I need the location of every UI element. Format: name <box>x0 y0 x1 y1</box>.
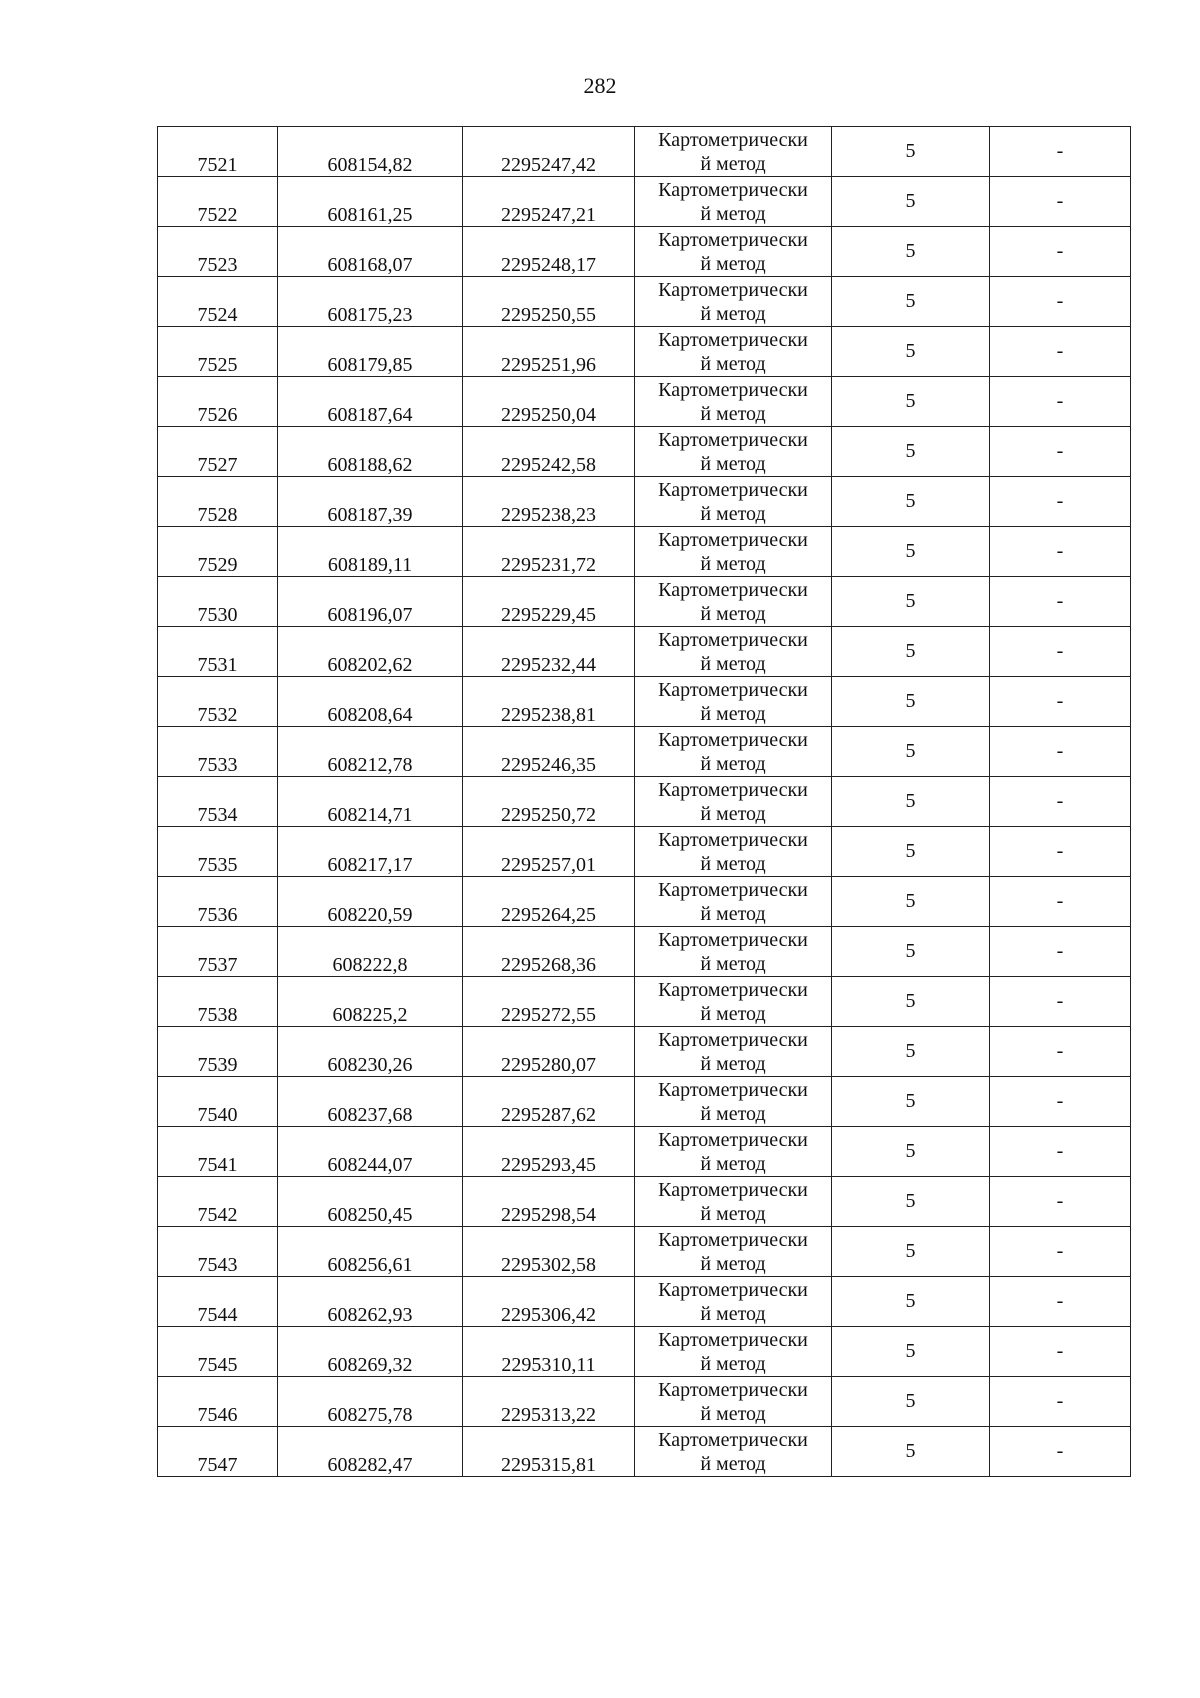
x-coordinate-cell: 608187,39 <box>278 477 463 527</box>
point-number-cell: 7544 <box>158 1277 278 1327</box>
point-number-cell: 7523 <box>158 227 278 277</box>
point-number-cell: 7529 <box>158 527 278 577</box>
method-line-1: Картометрически <box>658 1228 808 1251</box>
method-line-2: й метод <box>700 1052 766 1075</box>
x-coordinate-cell: 608220,59 <box>278 877 463 927</box>
note-cell: - <box>990 277 1131 327</box>
method-line-2: й метод <box>700 852 766 875</box>
method-cell <box>635 277 832 327</box>
method-line-1: Картометрически <box>658 428 808 451</box>
table-body <box>158 127 1131 1477</box>
y-coordinate-cell: 2295287,62 <box>463 1077 635 1127</box>
x-coordinate-cell: 608214,71 <box>278 777 463 827</box>
method-line-2: й метод <box>700 1202 766 1225</box>
method-line-2: й метод <box>700 352 766 375</box>
x-coordinate-cell: 608196,07 <box>278 577 463 627</box>
note-cell: - <box>990 927 1131 977</box>
y-coordinate-cell: 2295272,55 <box>463 977 635 1027</box>
method-cell <box>635 627 832 677</box>
point-number-cell: 7532 <box>158 677 278 727</box>
method-line-1: Картометрически <box>658 328 808 351</box>
note-cell: - <box>990 727 1131 777</box>
method-cell <box>635 1427 832 1477</box>
y-coordinate-cell: 2295242,58 <box>463 427 635 477</box>
point-number-cell: 7537 <box>158 927 278 977</box>
accuracy-cell: 5 <box>832 1427 990 1477</box>
x-coordinate-cell: 608217,17 <box>278 827 463 877</box>
method-line-1: Картометрически <box>658 528 808 551</box>
method-cell <box>635 1177 832 1227</box>
method-cell <box>635 1377 832 1427</box>
method-cell <box>635 727 832 777</box>
point-number-cell: 7528 <box>158 477 278 527</box>
method-line-1: Картометрически <box>658 928 808 951</box>
table-row <box>158 1377 1131 1427</box>
method-line-1: Картометрически <box>658 178 808 201</box>
y-coordinate-cell: 2295302,58 <box>463 1227 635 1277</box>
y-coordinate-cell: 2295264,25 <box>463 877 635 927</box>
point-number-cell: 7526 <box>158 377 278 427</box>
accuracy-cell: 5 <box>832 977 990 1027</box>
method-line-2: й метод <box>700 752 766 775</box>
note-cell: - <box>990 1427 1131 1477</box>
accuracy-cell: 5 <box>832 177 990 227</box>
y-coordinate-cell: 2295238,23 <box>463 477 635 527</box>
note-cell: - <box>990 1177 1131 1227</box>
point-number-cell: 7522 <box>158 177 278 227</box>
method-cell <box>635 927 832 977</box>
method-cell <box>635 1127 832 1177</box>
table-row <box>158 1077 1131 1127</box>
method-cell <box>635 1327 832 1377</box>
method-line-2: й метод <box>700 402 766 425</box>
note-cell: - <box>990 777 1131 827</box>
method-line-1: Картометрически <box>658 1128 808 1151</box>
y-coordinate-cell: 2295293,45 <box>463 1127 635 1177</box>
y-coordinate-cell: 2295232,44 <box>463 627 635 677</box>
accuracy-cell: 5 <box>832 577 990 627</box>
method-cell <box>635 677 832 727</box>
table-row <box>158 327 1131 377</box>
x-coordinate-cell: 608212,78 <box>278 727 463 777</box>
method-line-1: Картометрически <box>658 1078 808 1101</box>
y-coordinate-cell: 2295280,07 <box>463 1027 635 1077</box>
x-coordinate-cell: 608244,07 <box>278 1127 463 1177</box>
table-row <box>158 827 1131 877</box>
method-cell <box>635 427 832 477</box>
table-row <box>158 1227 1131 1277</box>
x-coordinate-cell: 608222,8 <box>278 927 463 977</box>
method-cell <box>635 177 832 227</box>
point-number-cell: 7535 <box>158 827 278 877</box>
note-cell: - <box>990 877 1131 927</box>
accuracy-cell: 5 <box>832 777 990 827</box>
table-row <box>158 1177 1131 1227</box>
method-line-2: й метод <box>700 552 766 575</box>
point-number-cell: 7530 <box>158 577 278 627</box>
method-line-1: Картометрически <box>658 878 808 901</box>
method-cell <box>635 1277 832 1327</box>
note-cell: - <box>990 227 1131 277</box>
table-row <box>158 627 1131 677</box>
note-cell: - <box>990 1277 1131 1327</box>
accuracy-cell: 5 <box>832 927 990 977</box>
x-coordinate-cell: 608237,68 <box>278 1077 463 1127</box>
table-row <box>158 227 1131 277</box>
point-number-cell: 7540 <box>158 1077 278 1127</box>
method-cell <box>635 227 832 277</box>
y-coordinate-cell: 2295247,42 <box>463 127 635 177</box>
accuracy-cell: 5 <box>832 1327 990 1377</box>
accuracy-cell: 5 <box>832 127 990 177</box>
point-number-cell: 7531 <box>158 627 278 677</box>
method-cell <box>635 1027 832 1077</box>
point-number-cell: 7541 <box>158 1127 278 1177</box>
accuracy-cell: 5 <box>832 1027 990 1077</box>
accuracy-cell: 5 <box>832 827 990 877</box>
accuracy-cell: 5 <box>832 377 990 427</box>
y-coordinate-cell: 2295250,04 <box>463 377 635 427</box>
method-line-2: й метод <box>700 802 766 825</box>
x-coordinate-cell: 608154,82 <box>278 127 463 177</box>
x-coordinate-cell: 608208,64 <box>278 677 463 727</box>
coordinates-table <box>157 126 1131 1477</box>
method-line-1: Картометрически <box>658 378 808 401</box>
point-number-cell: 7538 <box>158 977 278 1027</box>
point-number-cell: 7521 <box>158 127 278 177</box>
note-cell: - <box>990 977 1131 1027</box>
note-cell: - <box>990 527 1131 577</box>
method-line-1: Картометрически <box>658 678 808 701</box>
method-cell <box>635 877 832 927</box>
note-cell: - <box>990 427 1131 477</box>
method-line-1: Картометрически <box>658 478 808 501</box>
accuracy-cell: 5 <box>832 477 990 527</box>
method-line-2: й метод <box>700 252 766 275</box>
x-coordinate-cell: 608225,2 <box>278 977 463 1027</box>
y-coordinate-cell: 2295229,45 <box>463 577 635 627</box>
method-line-2: й метод <box>700 1002 766 1025</box>
y-coordinate-cell: 2295313,22 <box>463 1377 635 1427</box>
method-cell <box>635 377 832 427</box>
method-cell <box>635 327 832 377</box>
x-coordinate-cell: 608187,64 <box>278 377 463 427</box>
method-line-2: й метод <box>700 1252 766 1275</box>
table-row <box>158 1027 1131 1077</box>
method-line-2: й метод <box>700 202 766 225</box>
note-cell: - <box>990 1027 1131 1077</box>
note-cell: - <box>990 127 1131 177</box>
accuracy-cell: 5 <box>832 227 990 277</box>
x-coordinate-cell: 608256,61 <box>278 1227 463 1277</box>
table-row <box>158 127 1131 177</box>
x-coordinate-cell: 608168,07 <box>278 227 463 277</box>
method-line-2: й метод <box>700 1352 766 1375</box>
method-line-1: Картометрически <box>658 978 808 1001</box>
x-coordinate-cell: 608179,85 <box>278 327 463 377</box>
y-coordinate-cell: 2295231,72 <box>463 527 635 577</box>
point-number-cell: 7547 <box>158 1427 278 1477</box>
note-cell: - <box>990 477 1131 527</box>
x-coordinate-cell: 608189,11 <box>278 527 463 577</box>
accuracy-cell: 5 <box>832 1377 990 1427</box>
method-cell <box>635 977 832 1027</box>
method-line-1: Картометрически <box>658 1028 808 1051</box>
accuracy-cell: 5 <box>832 427 990 477</box>
y-coordinate-cell: 2295238,81 <box>463 677 635 727</box>
accuracy-cell: 5 <box>832 1127 990 1177</box>
x-coordinate-cell: 608230,26 <box>278 1027 463 1077</box>
note-cell: - <box>990 327 1131 377</box>
method-line-2: й метод <box>700 152 766 175</box>
note-cell: - <box>990 627 1131 677</box>
point-number-cell: 7539 <box>158 1027 278 1077</box>
table-row <box>158 727 1131 777</box>
method-line-1: Картометрически <box>658 228 808 251</box>
method-line-1: Картометрически <box>658 628 808 651</box>
table-row <box>158 977 1131 1027</box>
method-line-2: й метод <box>700 302 766 325</box>
method-cell <box>635 577 832 627</box>
accuracy-cell: 5 <box>832 677 990 727</box>
y-coordinate-cell: 2295306,42 <box>463 1277 635 1327</box>
y-coordinate-cell: 2295310,11 <box>463 1327 635 1377</box>
table-row <box>158 427 1131 477</box>
y-coordinate-cell: 2295315,81 <box>463 1427 635 1477</box>
method-line-2: й метод <box>700 1102 766 1125</box>
note-cell: - <box>990 1127 1131 1177</box>
x-coordinate-cell: 608175,23 <box>278 277 463 327</box>
y-coordinate-cell: 2295251,96 <box>463 327 635 377</box>
y-coordinate-cell: 2295268,36 <box>463 927 635 977</box>
method-line-2: й метод <box>700 702 766 725</box>
method-line-1: Картометрически <box>658 728 808 751</box>
method-line-1: Картометрически <box>658 278 808 301</box>
note-cell: - <box>990 1227 1131 1277</box>
method-line-1: Картометрически <box>658 828 808 851</box>
accuracy-cell: 5 <box>832 1077 990 1127</box>
table-row <box>158 677 1131 727</box>
method-line-1: Картометрически <box>658 1278 808 1301</box>
note-cell: - <box>990 677 1131 727</box>
table-row <box>158 1127 1131 1177</box>
method-line-1: Картометрически <box>658 1328 808 1351</box>
accuracy-cell: 5 <box>832 627 990 677</box>
point-number-cell: 7542 <box>158 1177 278 1227</box>
method-cell <box>635 777 832 827</box>
method-line-2: й метод <box>700 1452 766 1475</box>
accuracy-cell: 5 <box>832 277 990 327</box>
y-coordinate-cell: 2295250,72 <box>463 777 635 827</box>
method-line-1: Картометрически <box>658 1428 808 1451</box>
point-number-cell: 7546 <box>158 1377 278 1427</box>
table-row <box>158 477 1131 527</box>
table-row <box>158 527 1131 577</box>
method-cell <box>635 1227 832 1277</box>
point-number-cell: 7534 <box>158 777 278 827</box>
method-line-2: й метод <box>700 452 766 475</box>
method-line-1: Картометрически <box>658 1378 808 1401</box>
note-cell: - <box>990 1327 1131 1377</box>
note-cell: - <box>990 827 1131 877</box>
point-number-cell: 7543 <box>158 1227 278 1277</box>
note-cell: - <box>990 1077 1131 1127</box>
accuracy-cell: 5 <box>832 727 990 777</box>
method-line-2: й метод <box>700 652 766 675</box>
accuracy-cell: 5 <box>832 1277 990 1327</box>
method-line-1: Картометрически <box>658 128 808 151</box>
accuracy-cell: 5 <box>832 877 990 927</box>
table-row <box>158 1277 1131 1327</box>
table-row <box>158 377 1131 427</box>
point-number-cell: 7536 <box>158 877 278 927</box>
table-row <box>158 927 1131 977</box>
point-number-cell: 7533 <box>158 727 278 777</box>
table-row <box>158 877 1131 927</box>
y-coordinate-cell: 2295247,21 <box>463 177 635 227</box>
method-line-2: й метод <box>700 952 766 975</box>
method-line-1: Картометрически <box>658 778 808 801</box>
x-coordinate-cell: 608269,32 <box>278 1327 463 1377</box>
method-cell <box>635 1077 832 1127</box>
y-coordinate-cell: 2295246,35 <box>463 727 635 777</box>
x-coordinate-cell: 608202,62 <box>278 627 463 677</box>
table-row <box>158 277 1131 327</box>
x-coordinate-cell: 608275,78 <box>278 1377 463 1427</box>
method-line-1: Картометрически <box>658 578 808 601</box>
point-number-cell: 7527 <box>158 427 278 477</box>
y-coordinate-cell: 2295298,54 <box>463 1177 635 1227</box>
note-cell: - <box>990 177 1131 227</box>
table-row <box>158 177 1131 227</box>
method-cell <box>635 477 832 527</box>
table-row <box>158 577 1131 627</box>
x-coordinate-cell: 608161,25 <box>278 177 463 227</box>
method-line-2: й метод <box>700 602 766 625</box>
y-coordinate-cell: 2295250,55 <box>463 277 635 327</box>
table-row <box>158 1327 1131 1377</box>
note-cell: - <box>990 1377 1131 1427</box>
accuracy-cell: 5 <box>832 327 990 377</box>
table-row <box>158 777 1131 827</box>
method-line-2: й метод <box>700 502 766 525</box>
x-coordinate-cell: 608262,93 <box>278 1277 463 1327</box>
x-coordinate-cell: 608188,62 <box>278 427 463 477</box>
page-number: 282 <box>583 73 617 98</box>
method-line-1: Картометрически <box>658 1178 808 1201</box>
table-row <box>158 1427 1131 1477</box>
method-line-2: й метод <box>700 902 766 925</box>
accuracy-cell: 5 <box>832 1177 990 1227</box>
method-line-2: й метод <box>700 1152 766 1175</box>
y-coordinate-cell: 2295257,01 <box>463 827 635 877</box>
accuracy-cell: 5 <box>832 527 990 577</box>
point-number-cell: 7545 <box>158 1327 278 1377</box>
note-cell: - <box>990 577 1131 627</box>
point-number-cell: 7525 <box>158 327 278 377</box>
x-coordinate-cell: 608250,45 <box>278 1177 463 1227</box>
y-coordinate-cell: 2295248,17 <box>463 227 635 277</box>
point-number-cell: 7524 <box>158 277 278 327</box>
note-cell: - <box>990 377 1131 427</box>
method-line-2: й метод <box>700 1302 766 1325</box>
method-cell <box>635 827 832 877</box>
method-cell <box>635 527 832 577</box>
method-line-2: й метод <box>700 1402 766 1425</box>
accuracy-cell: 5 <box>832 1227 990 1277</box>
method-cell <box>635 127 832 177</box>
x-coordinate-cell: 608282,47 <box>278 1427 463 1477</box>
